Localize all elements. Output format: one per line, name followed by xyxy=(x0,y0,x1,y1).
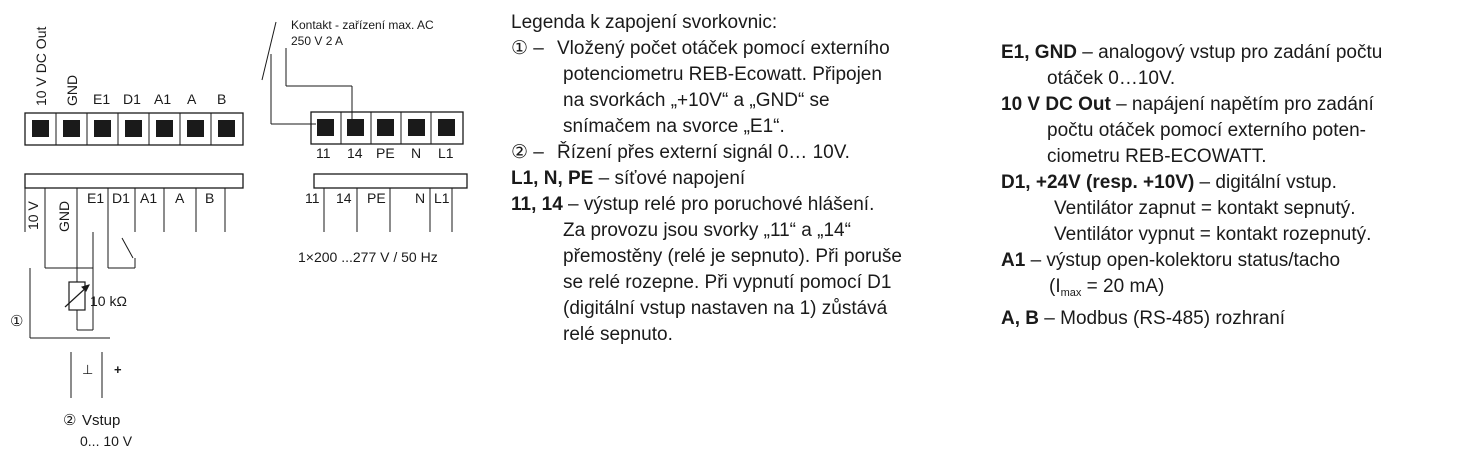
label-a1-bottom: A1 xyxy=(140,190,158,206)
legend-item-8-text: – výstup open-kolektoru status/tacho xyxy=(1025,250,1341,271)
legend-item-4-line: relé sepnuto. xyxy=(563,324,673,345)
marker-1: ① xyxy=(10,313,24,330)
legend-item-7-line: Ventilátor vypnut = kontakt rozepnutý. xyxy=(1054,224,1372,245)
legend-item-1-line: potenciometru REB-Ecowatt. Připojen xyxy=(563,64,882,85)
label-10v-dc-out: 10 V DC Out xyxy=(33,26,49,106)
label-a-top: A xyxy=(187,91,197,107)
legend-item-4-text: – výstup relé pro poruchové hlášení. xyxy=(562,194,875,215)
label-a-bottom: A xyxy=(175,190,185,206)
input-range: 0... 10 V xyxy=(80,433,133,449)
input-label: Vstup xyxy=(82,412,121,429)
legend-item-4-line: se relé rozepne. Při vypnutí pomocí D1 xyxy=(563,272,892,293)
legend-item-6-text: – napájení napětím pro zadání xyxy=(1110,94,1374,115)
legend-title: Legenda k zapojení svorkovnic: xyxy=(511,12,778,33)
label-pe-top: PE xyxy=(376,145,395,161)
legend-item-2 xyxy=(511,140,902,166)
legend-item-4-term: 11, 14 xyxy=(511,194,563,215)
legend-item-1-line: Vložený počet otáček pomocí externího xyxy=(557,38,890,59)
legend-item-6-line: počtu otáček pomocí externího poten- xyxy=(1047,120,1366,141)
label-gnd-bottom: GND xyxy=(56,200,72,232)
imax-subscript: max xyxy=(1060,287,1082,299)
legend-item-1-line: na svorkách „+10V“ a „GND“ se xyxy=(563,90,830,111)
label-e1-bottom: E1 xyxy=(87,190,105,206)
legend-item-8-term: A1 xyxy=(1001,250,1026,271)
label-pe-bottom: PE xyxy=(367,190,386,206)
d1-switch xyxy=(108,232,135,268)
label-pot-value: 10 kΩ xyxy=(90,293,127,309)
label-e1-top: E1 xyxy=(93,91,111,107)
legend-item-3-term: L1, N, PE xyxy=(511,168,594,189)
legend-item-3-text: – síťové napojení xyxy=(593,168,746,189)
legend-item-9-text: – Modbus (RS-485) rozhraní xyxy=(1039,308,1286,329)
contact-label-line2: 250 V 2 A xyxy=(291,34,344,48)
label-n-bottom: N xyxy=(415,190,426,206)
legend-item-1-line: snímačem na svorce „E1“. xyxy=(563,116,785,137)
legend-item-7-term: D1, +24V (resp. +10V) xyxy=(1001,172,1195,193)
contact-label-line1: Kontakt - zařízení max. AC xyxy=(291,18,434,32)
marker-2: ② xyxy=(63,412,77,429)
legend-item-5-term: E1, GND xyxy=(1001,42,1078,63)
label-l1-top: L1 xyxy=(438,145,454,161)
plus-symbol: + xyxy=(114,362,122,377)
legend-item-7-text: – digitální vstup. xyxy=(1194,172,1337,193)
label-14-bottom: 14 xyxy=(336,190,352,206)
legend-column-2 xyxy=(1001,40,1382,332)
legend-item-8-imax xyxy=(1001,274,1382,306)
legend-column-1 xyxy=(511,10,902,348)
legend-item-5-line: otáček 0…10V. xyxy=(1047,68,1176,89)
legend-item-5 xyxy=(1001,40,1382,66)
legend-item-2-marker: ② – xyxy=(511,142,544,163)
label-a1-top: A1 xyxy=(154,91,172,107)
legend-item-7-line: Ventilátor zapnut = kontakt sepnutý. xyxy=(1054,198,1356,219)
legend-item-9 xyxy=(1001,306,1382,332)
legend-item-1-marker: ① – xyxy=(511,38,544,59)
legend-item-4-line: Za provozu jsou svorky „11“ a „14“ xyxy=(563,220,851,241)
imax-prefix: (I xyxy=(1049,276,1061,297)
terminal-block-1 xyxy=(25,113,243,145)
label-gnd-top: GND xyxy=(64,74,80,106)
label-n-top: N xyxy=(411,145,422,161)
label-l1-bottom: L1 xyxy=(434,190,450,206)
legend-item-4-line: (digitální vstup nastaven na 1) zůstává xyxy=(563,298,888,319)
label-d1-bottom: D1 xyxy=(112,190,130,206)
potentiometer-circuit xyxy=(45,232,93,330)
label-14-top: 14 xyxy=(347,145,363,161)
label-d1-top: D1 xyxy=(123,91,141,107)
legend-item-6-term: 10 V DC Out xyxy=(1001,94,1111,115)
supply-label: 1×200 ...277 V / 50 Hz xyxy=(298,249,438,265)
label-11-top: 11 xyxy=(316,145,331,161)
ground-symbol: ⊥ xyxy=(82,362,94,377)
legend-item-1 xyxy=(511,36,902,62)
legend-item-5-text: – analogový vstup pro zadání počtu xyxy=(1077,42,1383,63)
legend-item-6-line: ciometru REB-ECOWATT. xyxy=(1047,146,1267,167)
legend-item-7 xyxy=(1001,170,1382,196)
legend-item-4 xyxy=(511,192,902,218)
label-b-bottom: B xyxy=(205,190,215,206)
legend-item-6 xyxy=(1001,92,1382,118)
label-b-top: B xyxy=(217,91,227,107)
legend-item-2-text: Řízení přes externí signál 0… 10V. xyxy=(557,142,850,163)
label-11-bottom: 11 xyxy=(305,190,320,206)
legend-item-9-term: A, B xyxy=(1001,308,1039,329)
imax-suffix: = 20 mA) xyxy=(1081,276,1165,297)
legend-item-8 xyxy=(1001,248,1382,274)
terminal-block-2 xyxy=(311,86,463,144)
legend-item-3 xyxy=(511,166,902,192)
legend-item-4-line: přemostěny (relé je sepnuto). Při poruše xyxy=(563,246,902,267)
wiring-diagram xyxy=(0,0,480,470)
label-10v-bottom: 10 V xyxy=(25,201,41,230)
